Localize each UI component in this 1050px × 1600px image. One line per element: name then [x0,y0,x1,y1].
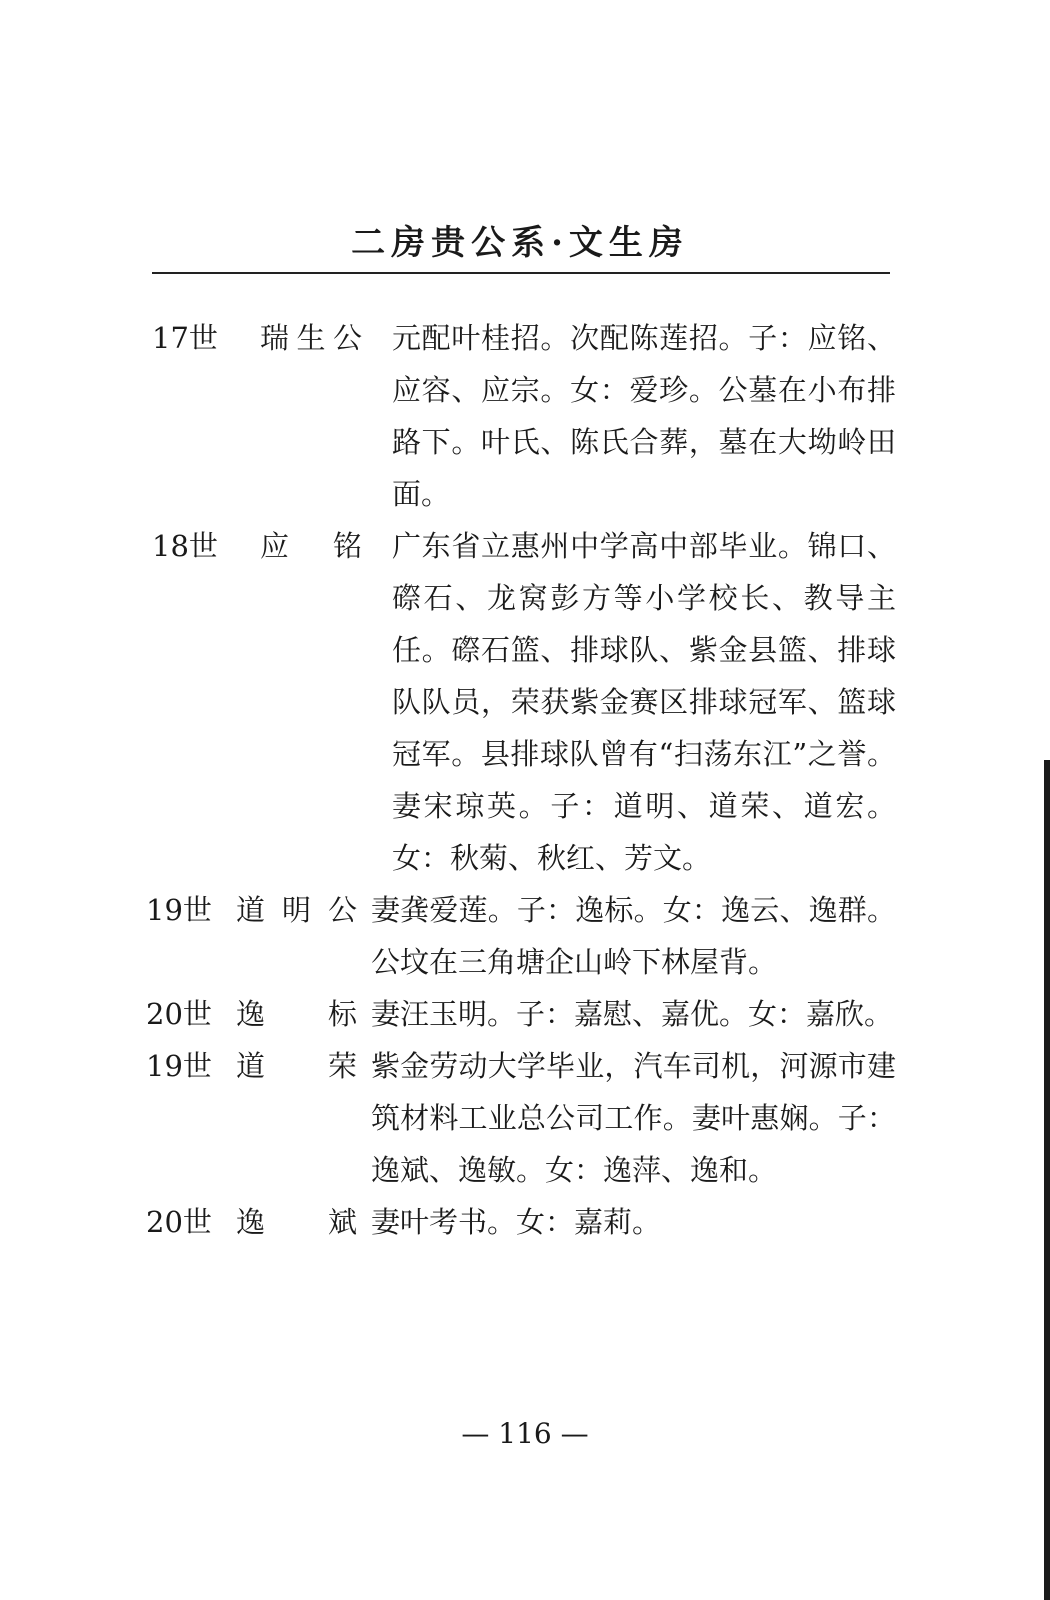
genealogy-entry [146,1196,896,1248]
person-name: 应铭 [260,529,362,563]
generation-label: 20世 [146,1205,212,1239]
entry-text: 妻龚爱莲。子：逸标。女：逸云、逸群。公坟在三角塘企山岭下林屋背。 [371,893,896,979]
header-divider [152,272,890,274]
person-name: 道荣 [236,1049,357,1083]
generation-label: 20世 [146,997,212,1031]
genealogy-entry [146,1040,896,1196]
entry-text: 紫金劳动大学毕业，汽车司机，河源市建筑材料工业总公司工作。妻叶惠娴。子：逸斌、逸敏。女：逸萍、逸和。 [371,1049,896,1187]
page-number: — 116 — [461,1417,589,1450]
person-name: 逸斌 [236,1205,357,1239]
genealogy-entry [146,520,896,884]
genealogy-entry [146,988,896,1040]
person-name: 瑞生公 [260,321,362,355]
person-name: 道明公 [236,893,357,927]
genealogy-entries [146,312,896,1248]
scan-edge-shadow [1044,760,1050,1600]
entry-text: 妻叶考书。女：嘉莉。 [371,1205,662,1239]
entry-text: 广东省立惠州中学高中部毕业。锦口、磜石、龙窝彭方等小学校长、教导主任。磜石篮、排球队、紫金县篮、排球队队员，荣获紫金赛区排球冠军、篮球冠军。县排球队曾有“扫荡东江”之誉。妻宋琼英。子：道明、道荣、道宏。女：秋菊、秋红、芳文。 [392,529,896,875]
person-name: 逸标 [236,997,357,1031]
generation-label: 17世 [152,321,218,355]
genealogy-entry [146,884,896,988]
running-header-title: 二房贵公系·文生房 [351,223,689,263]
generation-label: 19世 [146,893,212,927]
entry-text: 元配叶桂招。次配陈莲招。子：应铭、应容、应宗。女：爱珍。公墓在小布排路下。叶氏、陈氏合葬，墓在大坳岭田面。 [392,321,896,511]
generation-label: 19世 [146,1049,212,1083]
entry-text: 妻汪玉明。子：嘉慰、嘉优。女：嘉欣。 [371,997,894,1031]
genealogy-entry [146,312,896,520]
generation-label: 18世 [152,529,218,563]
